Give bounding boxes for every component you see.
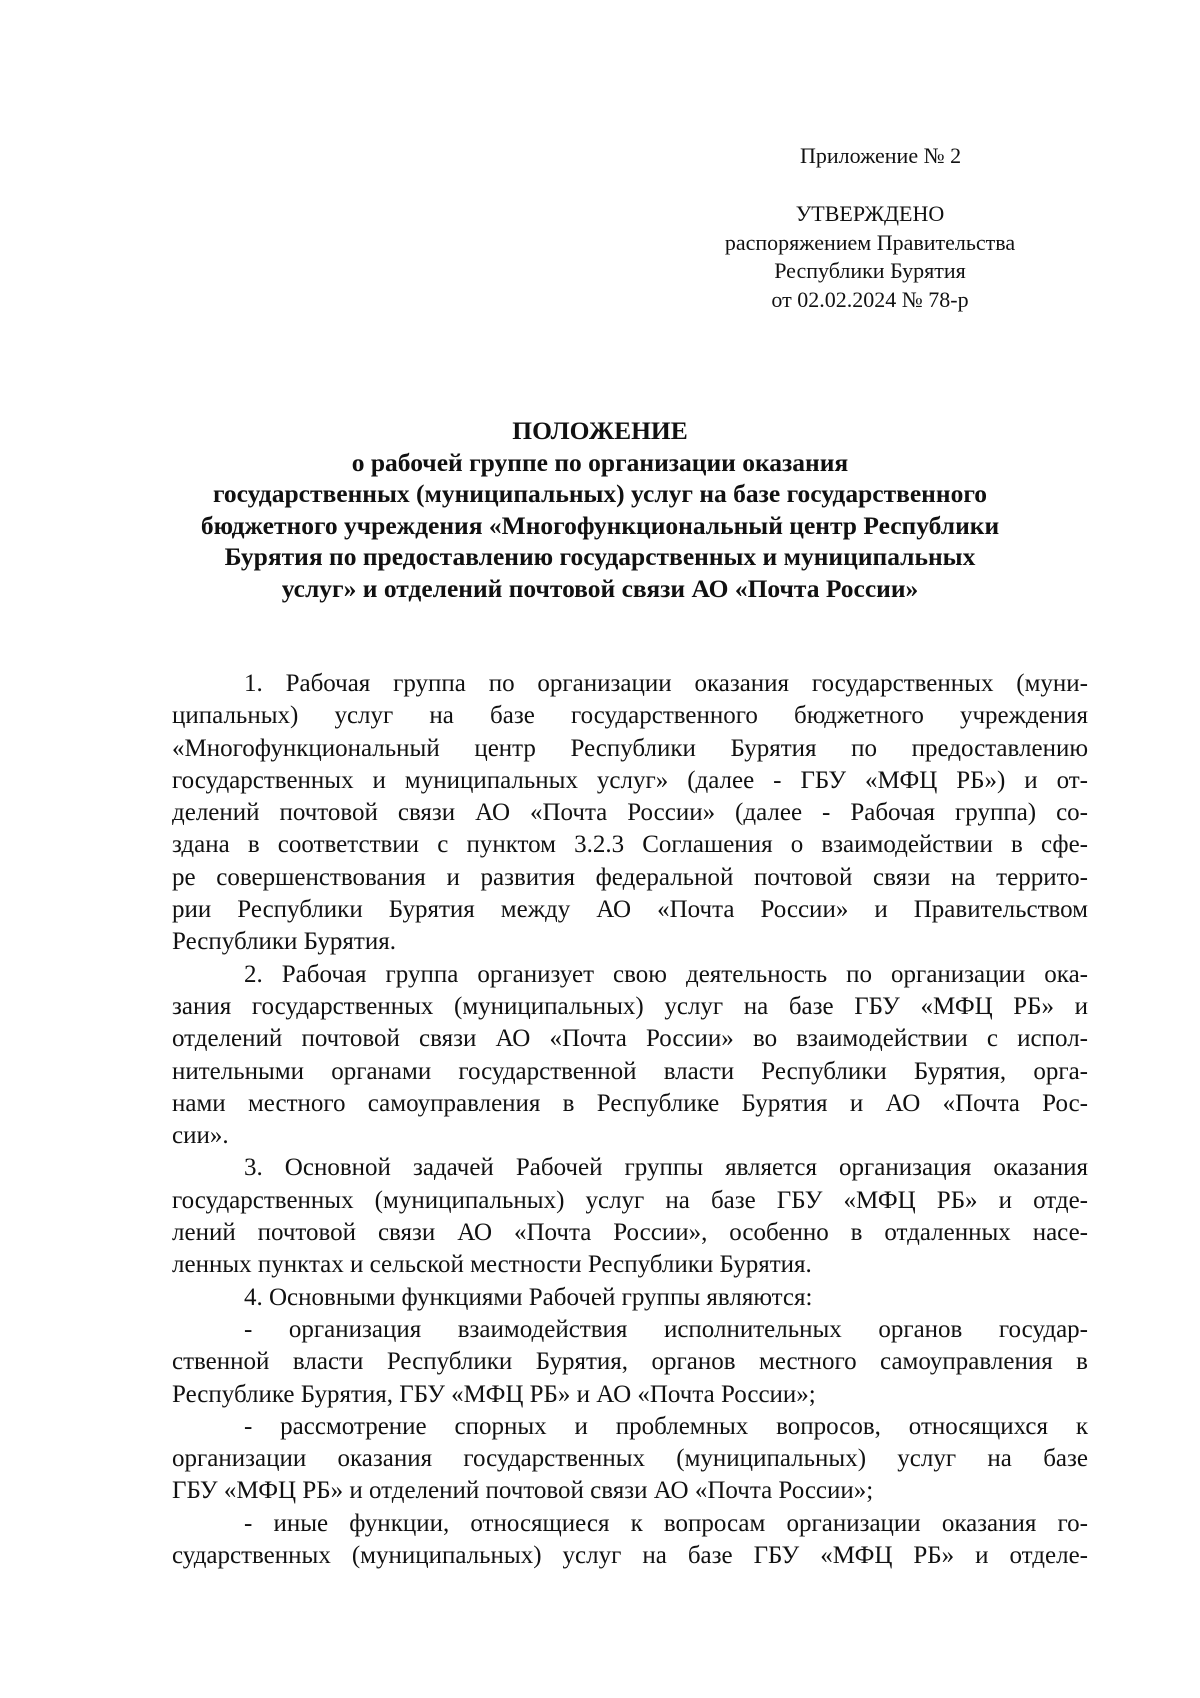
body-line: - иные функции, относящиеся к вопросам организации оказания го- bbox=[244, 1509, 1088, 1537]
approval-line: от 02.02.2024 № 78-р bbox=[771, 286, 969, 312]
body-line: сударственных (муниципальных) услуг на базе ГБУ «МФЦ РБ» и отделе- bbox=[172, 1542, 1088, 1570]
body-line: делений почтовой связи АО «Почта России» (далее - Рабочая группа) со- bbox=[172, 799, 1088, 827]
annex-number: Приложение № 2 bbox=[800, 143, 962, 168]
body-line: - рассмотрение спорных и проблемных вопросов, относящихся к bbox=[244, 1412, 1088, 1440]
body-line: ленных пунктах и сельской местности Республики Бурятия. bbox=[172, 1251, 812, 1279]
document-title bbox=[150, 415, 1050, 604]
title-line: государственных (муниципальных) услуг на базе государственного bbox=[212, 479, 988, 508]
body-line: здана в соответствии с пунктом 3.2.3 Соглашения о взаимодействии в сфе- bbox=[172, 831, 1088, 859]
approval-stamp bbox=[700, 200, 1040, 314]
body-line: нами местного самоуправления в Республике Бурятия и АО «Почта Рос- bbox=[172, 1089, 1088, 1117]
approval-line: Республики Бурятия bbox=[774, 258, 966, 283]
title-line: ПОЛОЖЕНИЕ bbox=[512, 416, 688, 445]
body-line: 3. Основной задачей Рабочей группы является организация оказания bbox=[244, 1154, 1088, 1182]
body-line: сии». bbox=[172, 1122, 229, 1150]
body-line: Республике Бурятия, ГБУ «МФЦ РБ» и АО «Почта России»; bbox=[172, 1380, 816, 1408]
title-line: услуг» и отделений почтовой связи АО «Почта России» bbox=[281, 573, 919, 603]
title-line: бюджетного учреждения «Многофункциональный центр Республики bbox=[200, 510, 1000, 540]
body-line: ственной власти Республики Бурятия, органов местного самоуправления в bbox=[172, 1348, 1088, 1376]
title-line: о рабочей группе по организации оказания bbox=[351, 447, 849, 477]
body-line: Республики Бурятия. bbox=[172, 928, 396, 956]
body-line: 1. Рабочая группа по организации оказания государственных (муни- bbox=[244, 670, 1088, 697]
body-line: рии Республики Бурятия между АО «Почта России» и Правительством bbox=[172, 896, 1088, 924]
body-line: «Многофункциональный центр Республики Бурятия по предоставлению bbox=[172, 734, 1088, 762]
body-line: 4. Основными функциями Рабочей группы являются: bbox=[244, 1283, 813, 1311]
body-line: 2. Рабочая группа организует свою деятельность по организации ока- bbox=[244, 960, 1088, 988]
body-line: ГБУ «МФЦ РБ» и отделений почтовой связи АО «Почта России»; bbox=[172, 1477, 874, 1505]
body-line: государственных и муниципальных услуг» (далее - ГБУ «МФЦ РБ») и от- bbox=[172, 766, 1088, 794]
body-line: зания государственных (муниципальных) услуг на базе ГБУ «МФЦ РБ» и bbox=[172, 992, 1088, 1020]
body-line: нительными органами государственной власти Республики Бурятия, орга- bbox=[172, 1057, 1088, 1085]
body-line: ципальных) услуг на базе государственного бюджетного учреждения bbox=[172, 702, 1088, 730]
body-line: отделений почтовой связи АО «Почта России» во взаимодействии с испол- bbox=[172, 1025, 1088, 1053]
body-line: организации оказания государственных (муниципальных) услуг на базе bbox=[172, 1445, 1088, 1473]
body-line: - организация взаимодействия исполнительных органов государ- bbox=[244, 1315, 1088, 1343]
approval-line: распоряжением Правительства bbox=[724, 229, 1016, 255]
approval-line: УТВЕРЖДЕНО bbox=[795, 201, 945, 226]
title-line: Бурятия по предоставлению государственных и муниципальных bbox=[224, 542, 976, 571]
document-body bbox=[172, 668, 1088, 1572]
body-line: лений почтовой связи АО «Почта России», особенно в отдаленных насе- bbox=[172, 1219, 1088, 1247]
body-line: государственных (муниципальных) услуг на базе ГБУ «МФЦ РБ» и отде- bbox=[172, 1186, 1088, 1214]
body-line: ре совершенствования и развития федеральной почтовой связи на террито- bbox=[172, 863, 1088, 891]
